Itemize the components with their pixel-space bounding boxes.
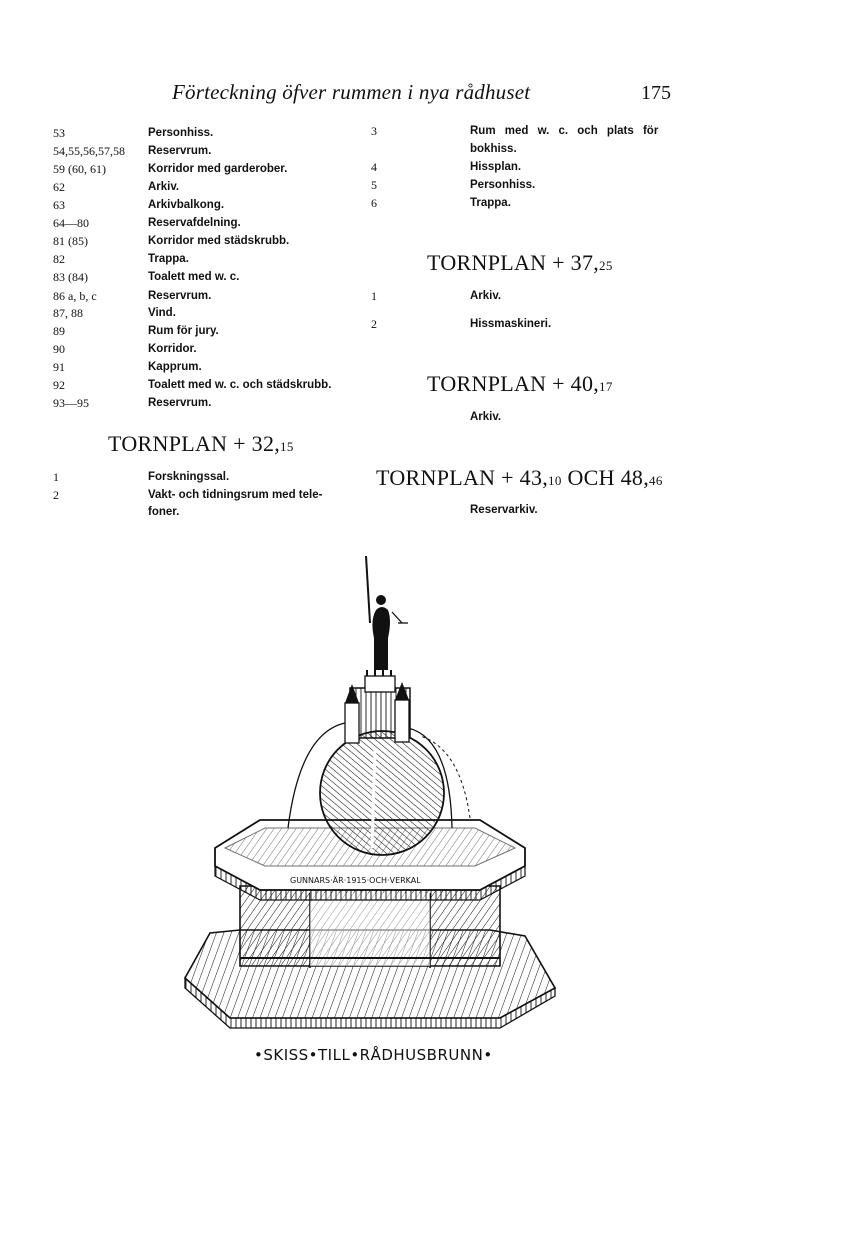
list-item-continuation: foner. <box>148 506 180 518</box>
section-text: Arkiv. <box>470 411 502 423</box>
rim-inscription: GUNNARS·ÄR·1915·OCH·VERKAL <box>290 876 421 885</box>
page-number: 175 <box>641 82 671 104</box>
section-heading-tornplan-37: TORNPLAN + 37,25 <box>427 250 613 275</box>
page-header-title: Förteckning öfver rummen i nya rådhuset <box>172 80 531 104</box>
section-heading-tornplan-40: TORNPLAN + 40,17 <box>427 371 613 396</box>
section-heading-tornplan-43: TORNPLAN + 43,10 OCH 48,46 <box>376 465 663 490</box>
figure-caption: •SKISS•TILL•RÅDHUSBRUNN• <box>254 1046 493 1064</box>
section-text: Reservarkiv. <box>470 504 538 516</box>
fountain-sketch-illustration <box>170 548 570 1048</box>
section-heading-tornplan-32: TORNPLAN + 32,15 <box>108 431 294 456</box>
